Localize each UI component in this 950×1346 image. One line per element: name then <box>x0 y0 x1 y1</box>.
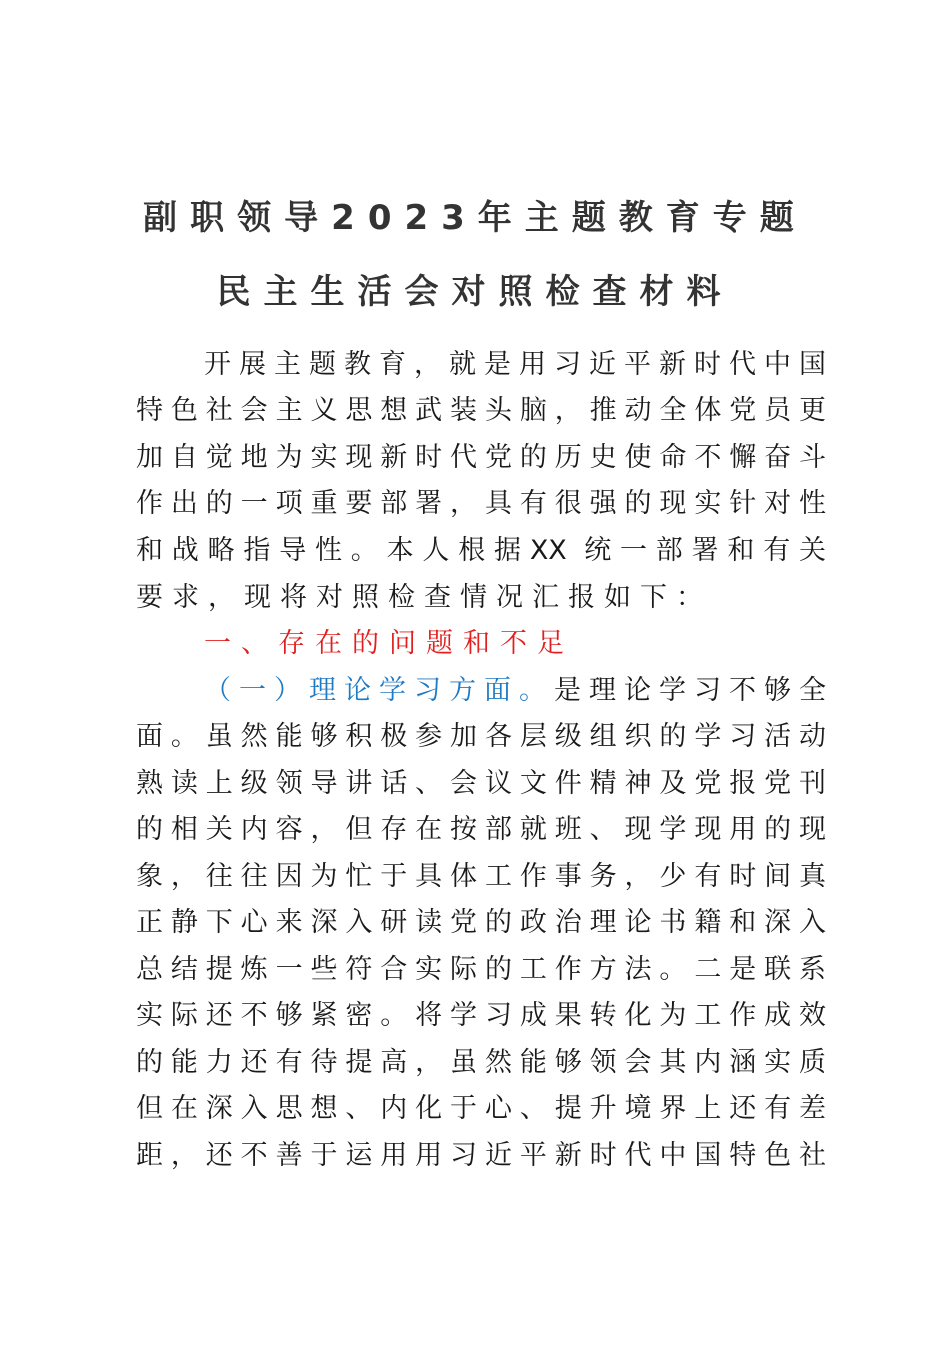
intro-line: 作出的一项重要部署，具有很强的现实针对性 <box>136 488 826 519</box>
body-line: 象，往往因为忙于具体工作事务，少有时间真 <box>136 861 826 892</box>
intro-line: 开展主题教育，就是用习近平新时代中国 <box>204 349 826 380</box>
document-title-line-2: 民主生活会对照检查材料 <box>216 272 734 312</box>
body-line: 面。虽然能够积极参加各层级组织的学习活动 <box>136 721 826 752</box>
intro-line: 和战略指导性。本人根据XX 统一部署和有关 <box>136 535 826 566</box>
section-heading: 一、存在的问题和不足 <box>204 628 574 659</box>
body-line: 熟读上级领导讲话、会议文件精神及党报党刊 <box>136 768 826 799</box>
body-line: 正静下心来深入研读党的政治理论书籍和深入 <box>136 907 826 938</box>
body-line: 的相关内容，但存在按部就班、现学现用的现 <box>136 814 826 845</box>
subsection-first-line <box>204 674 826 708</box>
subsection-label: （一）理论学习方面。 <box>204 675 554 706</box>
body-line: 但在深入思想、内化于心、提升境界上还有差 <box>136 1093 826 1124</box>
subsection-first-text: 是理论学习不够全 <box>554 675 826 706</box>
document-title-line-1: 副职领导2023年主题教育专题 <box>143 198 807 238</box>
body-line: 距，还不善于运用用习近平新时代中国特色社 <box>136 1140 826 1171</box>
body-line: 总结提炼一些符合实际的工作方法。二是联系 <box>136 954 826 985</box>
intro-line: 特色社会主义思想武装头脑，推动全体党员更 <box>136 395 826 426</box>
intro-line: 加自觉地为实现新时代党的历史使命不懈奋斗 <box>136 442 826 473</box>
body-line: 的能力还有待提高，虽然能够领会其内涵实质 <box>136 1047 826 1078</box>
body-line: 实际还不够紧密。将学习成果转化为工作成效 <box>136 1000 826 1031</box>
intro-line: 要求，现将对照检查情况汇报如下： <box>136 582 712 613</box>
